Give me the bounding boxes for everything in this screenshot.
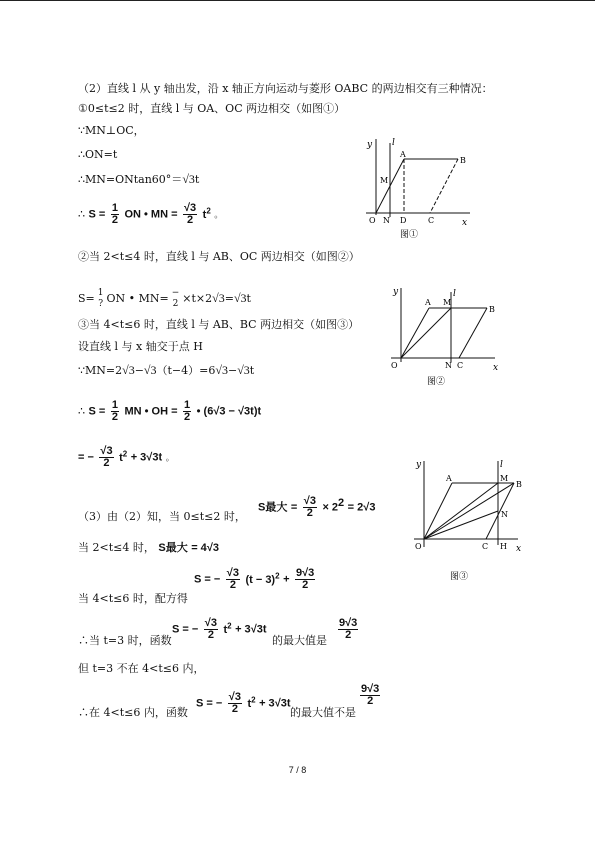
formula-max-value-2: $\frac{9√3}{2}$ xyxy=(361,683,380,707)
frac-sqrt3-over-2: $\frac{√3}{2}$ xyxy=(184,202,197,226)
formula-function: S = − $\frac{√3}{2}$ $t^2 + 3√3t$ xyxy=(172,617,267,641)
fig1-y-label: y xyxy=(367,140,373,150)
text-line-case1: ①0≤t≤2 时，直线 l 与 OA、OC 两边相交（如图①） xyxy=(78,102,346,115)
text-line-set-h: 设直线 l 与 x 轴交于点 H xyxy=(78,340,203,353)
fig3-a-label: A xyxy=(446,474,452,483)
fig1-c-label: C xyxy=(428,216,435,225)
fig3-l-label: l xyxy=(500,460,503,470)
on-mn-text: ON • MN= xyxy=(106,292,169,305)
text-max-is: 的最大值是 xyxy=(272,634,327,647)
fig2-c-label: C xyxy=(457,361,464,370)
text-line-case2-max: 当 2<t≤4 时， S最大 = 4√3 xyxy=(78,541,219,554)
fig1-m-label: M xyxy=(380,176,389,185)
fig2-b-label: B xyxy=(489,305,495,314)
formula-case3-area: ∴ S = $\frac{1}{2}$ MN • OH = $\frac{1}{2}$ • (6√3 − √3t)t xyxy=(78,399,262,423)
figure-3 xyxy=(398,455,528,585)
fig2-y-label: y xyxy=(393,287,399,297)
mn-tan-text: ∴MN=ONtan60°＝ xyxy=(78,173,183,186)
text-line-complete-square: 当 4<t≤6 时，配方得 xyxy=(78,592,188,605)
fig3-y-label: y xyxy=(416,460,422,470)
text-line-part3: （3）由（2）知，当 0≤t≤2 时， xyxy=(78,510,246,523)
frac-half-garbled: 1 ? xyxy=(97,288,104,309)
text-line-part2-intro: （2）直线 l 从 y 轴出发，沿 x 轴正方向运动与菱形 OABC 的两边相交有三种情况： xyxy=(78,82,493,95)
fig3-caption: 图③ xyxy=(450,572,469,582)
fig2-x-label: x xyxy=(493,363,499,373)
text-line-case3: ③当 4<t≤6 时，直线 l 与 AB、BC 两边相交（如图③） xyxy=(78,318,360,331)
text-line-t3-not-in-range: 但 t=3 不在 4<t≤6 内， xyxy=(78,662,205,675)
period-mark: 。 xyxy=(214,210,224,221)
formula-case1-area xyxy=(78,203,223,226)
s-label: S= xyxy=(78,292,95,305)
formula-case2-area: S= 1 ? ON • MN= − 2 ×t×2√3=√3t xyxy=(78,288,251,309)
fig3-m-label: M xyxy=(500,474,509,483)
formula-max-value: $\frac{9√3}{2}$ xyxy=(339,617,358,641)
text-line-case2: ②当 2<t≤4 时，直线 l 与 AB、OC 两边相交（如图②） xyxy=(78,250,360,263)
fig3-h-label: H xyxy=(500,542,507,551)
figure-1 xyxy=(352,135,482,243)
formula-smax-case1: S最大 = $\frac{√3}{2}$ × $2^2 = 2√3$ xyxy=(258,495,376,520)
fig3-c-label: C xyxy=(482,542,489,551)
mn-tan-t: t xyxy=(194,173,200,186)
top-rule xyxy=(0,0,595,1)
sqrt3-symbol: √3 xyxy=(182,172,195,186)
fig2-m-label: M xyxy=(443,298,452,307)
fig3-b-label: B xyxy=(516,480,522,489)
page-number: 7 / 8 xyxy=(288,765,307,775)
fig1-x-label: x xyxy=(462,218,468,228)
fig1-d-label: D xyxy=(400,216,407,225)
s-eq: S = xyxy=(88,208,106,221)
fig1-l-label: l xyxy=(392,138,395,148)
formula-case3-simplified: = − $\frac{√3}{2}$ $t^2 + 3√3t$ 。 xyxy=(78,445,175,469)
fig3-n-label: N xyxy=(501,510,508,519)
fig1-o-label: O xyxy=(369,216,376,225)
frac-half-2: − 2 xyxy=(171,288,180,309)
fig1-caption: 图① xyxy=(400,230,419,240)
text-line-conclusion: ∴在 4<t≤6 内，函数 xyxy=(78,706,188,719)
text-line-mn-perp-oc: ∵MN⊥OC， xyxy=(78,124,145,137)
text-line-t3-max: ∴当 t=3 时，函数 xyxy=(78,634,172,647)
text-line-on-eq-t: ∴ON=t xyxy=(78,148,118,161)
formula-function-2: S = − $\frac{√3}{2}$ $t^2 + 3√3t$ xyxy=(196,691,291,715)
on-mn: ON • MN = xyxy=(124,208,178,221)
t-squared: $t^2$ xyxy=(202,205,211,221)
formula-mn-case3: ∵MN=2√3−√3（t−4）=6√3−√3t xyxy=(78,363,255,377)
fig3-o-label: O xyxy=(415,542,422,551)
fig1-n-label: N xyxy=(383,216,390,225)
fig1-b-label: B xyxy=(460,156,466,165)
fig1-a-label: A xyxy=(400,150,406,159)
formula-vertex-form: S = − $\frac{√3}{2}$ $(t - 3)^2$ + $\frac{9√3}{2}$ xyxy=(194,567,315,591)
therefore-symbol: ∴ xyxy=(78,207,85,221)
text-max-not: 的最大值不是 xyxy=(290,706,356,719)
figure-2 xyxy=(383,282,508,394)
fig2-a-label: A xyxy=(425,298,431,307)
times-t-times-2: ×t×2 xyxy=(182,292,213,305)
text-line-mn-tan xyxy=(78,172,199,187)
fig3-x-label: x xyxy=(516,544,522,554)
frac-half: $\frac{1}{2}$ xyxy=(111,202,118,226)
fig2-o-label: O xyxy=(391,361,398,370)
fig2-l-label: l xyxy=(453,289,456,299)
fig2-n-label: N xyxy=(445,361,452,370)
fig2-caption: 图② xyxy=(427,377,446,387)
